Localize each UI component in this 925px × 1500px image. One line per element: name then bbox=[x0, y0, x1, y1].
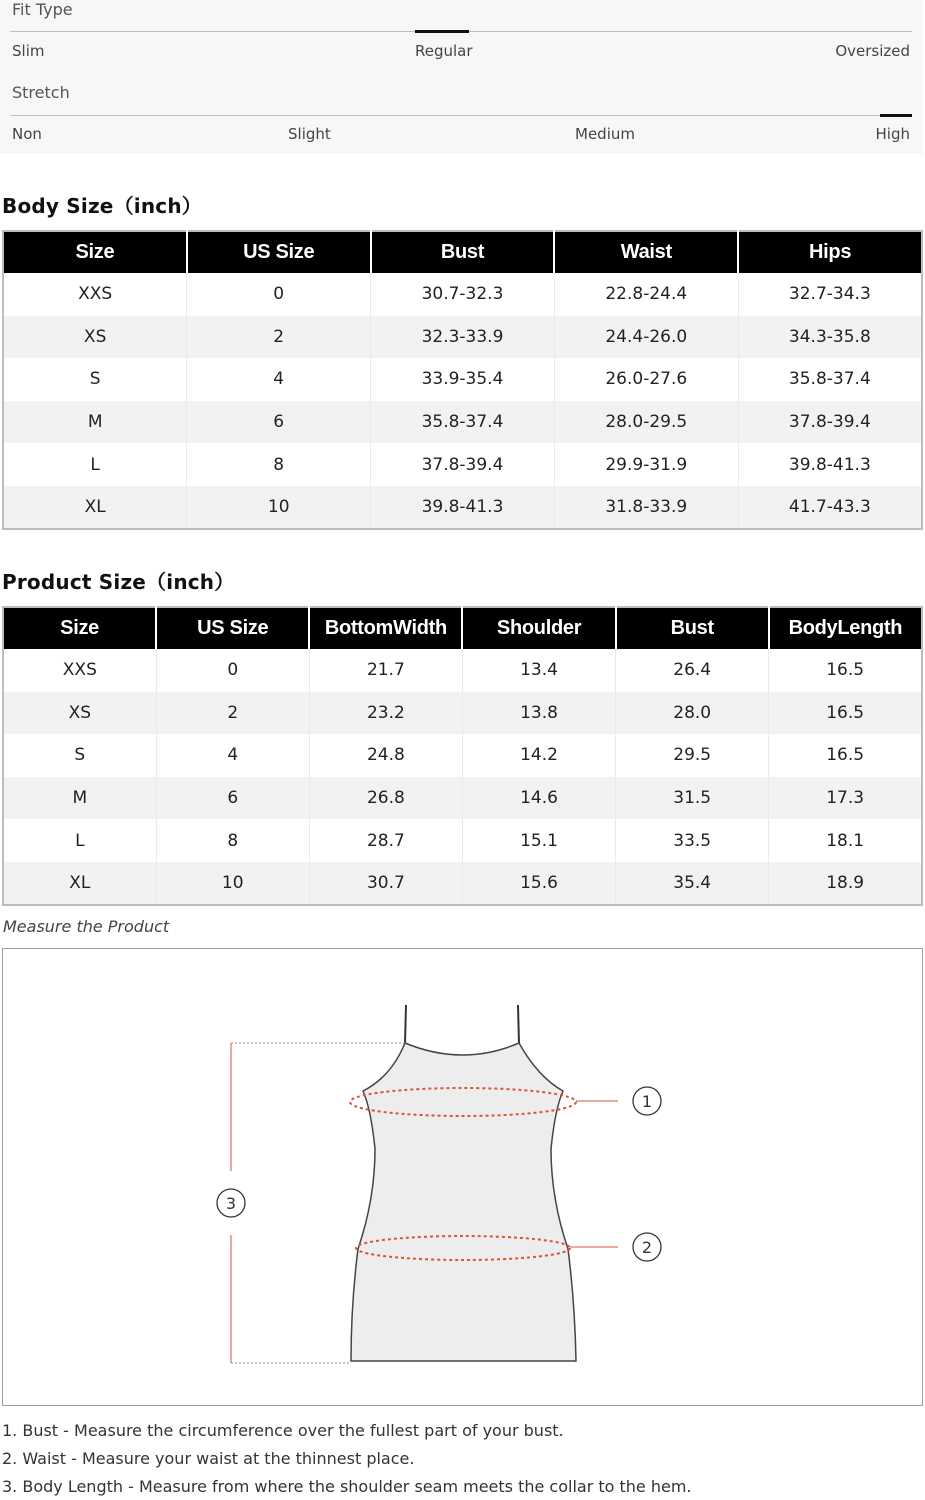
table-cell: 29.5 bbox=[616, 734, 769, 777]
table-cell: 21.7 bbox=[309, 649, 462, 692]
table-cell: M bbox=[3, 777, 156, 820]
table-row bbox=[3, 862, 922, 905]
table-cell: 14.2 bbox=[462, 734, 615, 777]
column-header: Shoulder bbox=[462, 607, 615, 649]
table-cell: 30.7 bbox=[309, 862, 462, 905]
tank-top-illustration bbox=[3, 949, 924, 1407]
marker-1-label: 1 bbox=[641, 1092, 653, 1111]
table-cell: 26.4 bbox=[616, 649, 769, 692]
fit-type-option-oversized: Oversized bbox=[835, 42, 910, 60]
column-header: BodyLength bbox=[769, 607, 922, 649]
table-cell: 41.7-43.3 bbox=[738, 486, 922, 529]
table-row bbox=[3, 692, 922, 735]
table-cell: 35.8-37.4 bbox=[738, 358, 922, 401]
stretch-option-high: High bbox=[875, 125, 910, 143]
column-header: BottomWidth bbox=[309, 607, 462, 649]
table-cell: 26.0-27.6 bbox=[554, 358, 738, 401]
table-cell: 16.5 bbox=[769, 649, 922, 692]
table-row bbox=[3, 401, 922, 444]
body-size-title: Body Size（inch） bbox=[2, 194, 202, 218]
table-header-row bbox=[3, 607, 922, 649]
table-cell: 18.1 bbox=[769, 819, 922, 862]
left-strap bbox=[405, 1005, 406, 1044]
table-cell: XXS bbox=[3, 649, 156, 692]
table-cell: 35.8-37.4 bbox=[371, 401, 555, 444]
marker-3-label: 3 bbox=[225, 1194, 237, 1213]
fit-panel bbox=[0, 0, 923, 154]
stretch-option-slight: Slight bbox=[288, 125, 331, 143]
table-cell: L bbox=[3, 819, 156, 862]
column-header: Bust bbox=[616, 607, 769, 649]
table-cell: 13.4 bbox=[462, 649, 615, 692]
column-header: Size bbox=[3, 607, 156, 649]
table-cell: 31.5 bbox=[616, 777, 769, 820]
table-cell: 0 bbox=[187, 273, 371, 316]
table-cell: 35.4 bbox=[616, 862, 769, 905]
table-cell: 6 bbox=[156, 777, 309, 820]
table-cell: 15.1 bbox=[462, 819, 615, 862]
table-cell: 33.5 bbox=[616, 819, 769, 862]
stretch-option-non: Non bbox=[12, 125, 42, 143]
product-size-table bbox=[2, 606, 923, 906]
table-row bbox=[3, 316, 922, 359]
column-header: US Size bbox=[187, 231, 371, 273]
table-cell: 32.7-34.3 bbox=[738, 273, 922, 316]
table-cell: XS bbox=[3, 692, 156, 735]
table-cell: S bbox=[3, 734, 156, 777]
table-cell: 17.3 bbox=[769, 777, 922, 820]
fit-type-title: Fit Type bbox=[12, 0, 73, 19]
tank-top-shape bbox=[351, 1043, 576, 1361]
column-header: Size bbox=[3, 231, 187, 273]
table-cell: 0 bbox=[156, 649, 309, 692]
note-body-length: 3. Body Length - Measure from where the shoulder seam meets the collar to the hem. bbox=[2, 1477, 692, 1496]
table-cell: M bbox=[3, 401, 187, 444]
table-cell: 24.8 bbox=[309, 734, 462, 777]
table-cell: 6 bbox=[187, 401, 371, 444]
table-cell: XL bbox=[3, 486, 187, 529]
table-row bbox=[3, 486, 922, 529]
table-cell: 4 bbox=[187, 358, 371, 401]
table-cell: L bbox=[3, 443, 187, 486]
column-header: Bust bbox=[371, 231, 555, 273]
table-cell: 8 bbox=[156, 819, 309, 862]
table-cell: 22.8-24.4 bbox=[554, 273, 738, 316]
table-cell: 30.7-32.3 bbox=[371, 273, 555, 316]
measure-caption: Measure the Product bbox=[3, 917, 170, 936]
table-cell: 2 bbox=[156, 692, 309, 735]
table-row bbox=[3, 273, 922, 316]
stretch-title: Stretch bbox=[12, 83, 70, 102]
table-header-row bbox=[3, 231, 922, 273]
table-row bbox=[3, 649, 922, 692]
table-cell: 10 bbox=[187, 486, 371, 529]
table-cell: 28.0-29.5 bbox=[554, 401, 738, 444]
stretch-indicator bbox=[880, 114, 912, 117]
table-row bbox=[3, 443, 922, 486]
table-cell: S bbox=[3, 358, 187, 401]
table-cell: 8 bbox=[187, 443, 371, 486]
table-cell: 10 bbox=[156, 862, 309, 905]
stretch-track bbox=[10, 115, 912, 116]
product-size-title: Product Size（inch） bbox=[2, 570, 235, 594]
measurement-diagram bbox=[2, 948, 923, 1406]
stretch-option-medium: Medium bbox=[575, 125, 635, 143]
table-cell: 14.6 bbox=[462, 777, 615, 820]
fit-type-option-regular: Regular bbox=[415, 42, 473, 60]
table-cell: 29.9-31.9 bbox=[554, 443, 738, 486]
column-header: Hips bbox=[738, 231, 922, 273]
table-cell: 15.6 bbox=[462, 862, 615, 905]
table-cell: 37.8-39.4 bbox=[738, 401, 922, 444]
table-cell: 28.7 bbox=[309, 819, 462, 862]
note-bust: 1. Bust - Measure the circumference over the fullest part of your bust. bbox=[2, 1421, 564, 1440]
table-row bbox=[3, 734, 922, 777]
table-cell: 31.8-33.9 bbox=[554, 486, 738, 529]
table-cell: 16.5 bbox=[769, 692, 922, 735]
table-cell: 37.8-39.4 bbox=[371, 443, 555, 486]
body-size-table bbox=[2, 230, 923, 530]
note-waist: 2. Waist - Measure your waist at the thinnest place. bbox=[2, 1449, 415, 1468]
table-cell: XXS bbox=[3, 273, 187, 316]
table-cell: 13.8 bbox=[462, 692, 615, 735]
right-strap bbox=[518, 1005, 519, 1044]
fit-type-indicator bbox=[415, 30, 469, 33]
table-cell: 39.8-41.3 bbox=[738, 443, 922, 486]
table-cell: 39.8-41.3 bbox=[371, 486, 555, 529]
table-cell: XL bbox=[3, 862, 156, 905]
table-cell: 34.3-35.8 bbox=[738, 316, 922, 359]
table-cell: 33.9-35.4 bbox=[371, 358, 555, 401]
table-cell: 23.2 bbox=[309, 692, 462, 735]
table-cell: 26.8 bbox=[309, 777, 462, 820]
table-cell: 28.0 bbox=[616, 692, 769, 735]
table-row bbox=[3, 819, 922, 862]
table-row bbox=[3, 358, 922, 401]
table-cell: 4 bbox=[156, 734, 309, 777]
column-header: US Size bbox=[156, 607, 309, 649]
table-cell: 18.9 bbox=[769, 862, 922, 905]
table-cell: XS bbox=[3, 316, 187, 359]
table-cell: 24.4-26.0 bbox=[554, 316, 738, 359]
column-header: Waist bbox=[554, 231, 738, 273]
table-row bbox=[3, 777, 922, 820]
table-cell: 2 bbox=[187, 316, 371, 359]
table-cell: 16.5 bbox=[769, 734, 922, 777]
fit-type-option-slim: Slim bbox=[12, 42, 45, 60]
marker-2-label: 2 bbox=[641, 1238, 653, 1257]
table-cell: 32.3-33.9 bbox=[371, 316, 555, 359]
